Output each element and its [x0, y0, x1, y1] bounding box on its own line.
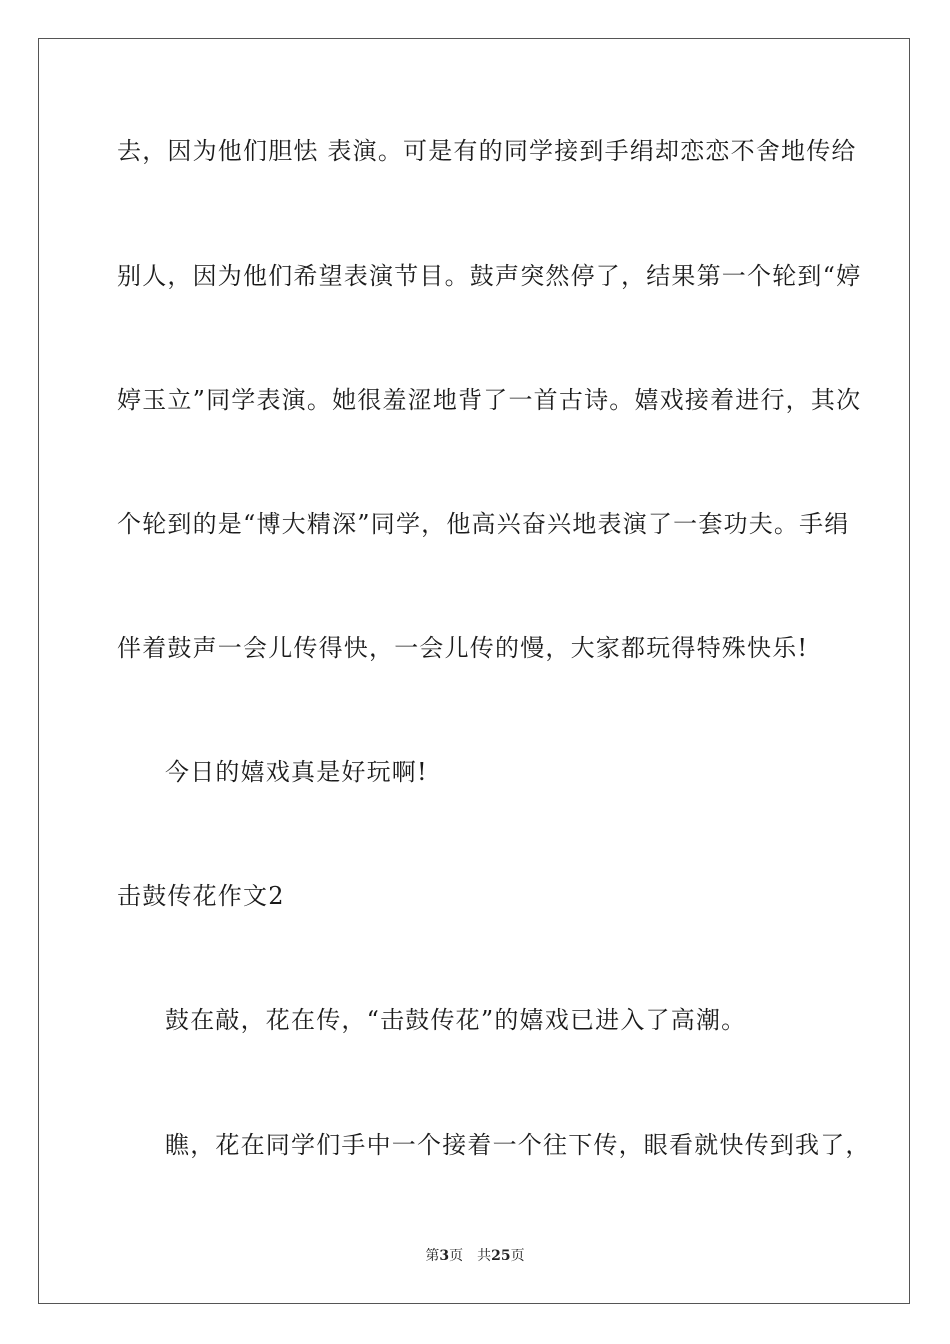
total-prefix: 共: [477, 1248, 492, 1264]
body-text-line-3: 婷玉立”同学表演。她很羞涩地背了一首古诗。嬉戏接着进行，其次: [117, 386, 862, 414]
closing-sentence: 今日的嬉戏真是好玩啊!: [165, 758, 428, 786]
total-suffix: 页: [510, 1248, 525, 1264]
page-number: 3: [439, 1248, 450, 1264]
page-prefix: 第: [425, 1248, 440, 1264]
body-text-line-1: 去，因为他们胆怯 表演。可是有的同学接到手绢却恋恋不舍地传给: [117, 137, 857, 165]
page-footer: [0, 1246, 950, 1266]
paragraph-2: 鼓在敲，花在传，“击鼓传花”的嬉戏已进入了高潮。: [165, 1006, 747, 1034]
body-text-line-4: 个轮到的是“博大精深”同学，他高兴奋兴地表演了一套功夫。手绢: [117, 510, 850, 538]
page-suffix: 页: [449, 1248, 464, 1264]
total-pages: 25: [491, 1248, 511, 1264]
body-text-line-5: 伴着鼓声一会儿传得快，一会儿传的慢，大家都玩得特殊快乐!: [117, 634, 809, 662]
body-text-line-2: 别人，因为他们希望表演节目。鼓声突然停了，结果第一个轮到“婷: [117, 262, 862, 290]
section-title: 击鼓传花作文2: [117, 882, 285, 910]
page-border: [38, 38, 910, 1304]
paragraph-3: 瞧，花在同学们手中一个接着一个往下传，眼看就快传到我了，: [165, 1131, 871, 1159]
